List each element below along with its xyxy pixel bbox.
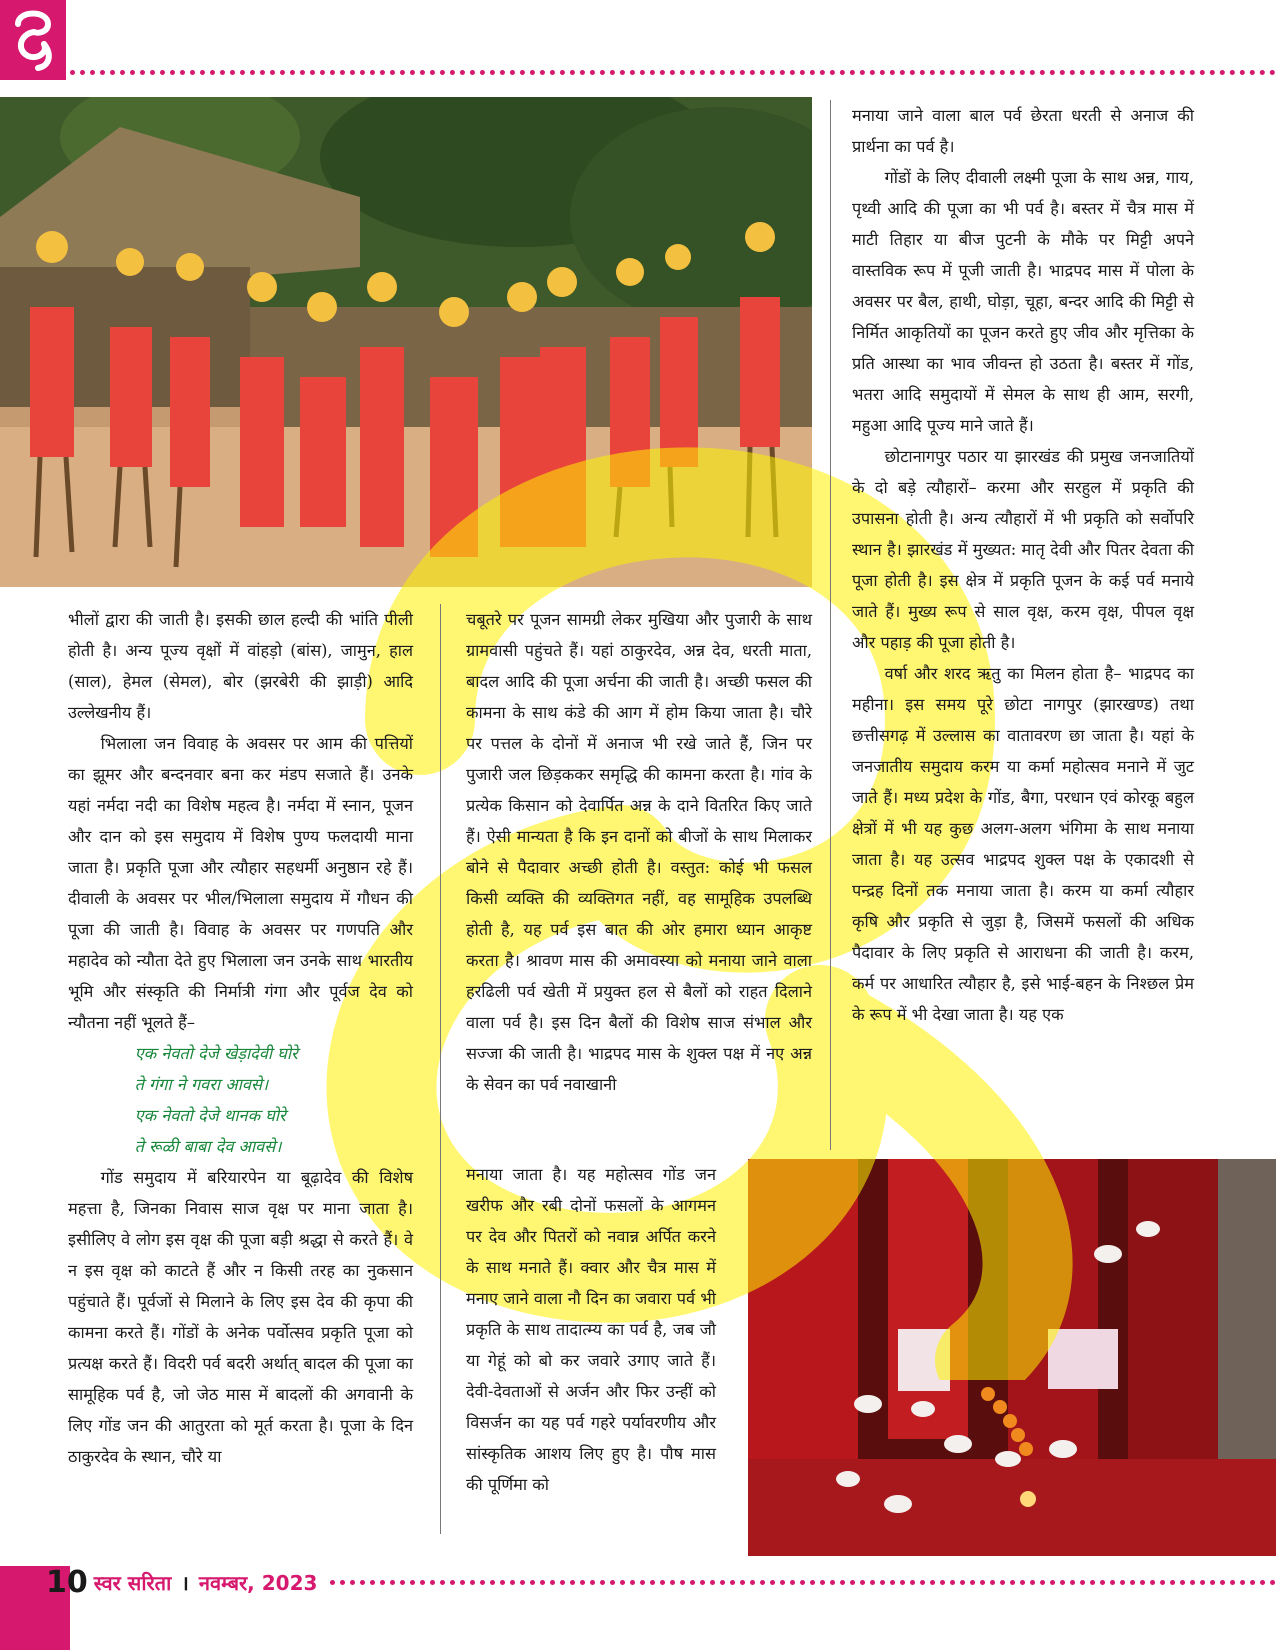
page-number: 10 [46, 1564, 88, 1600]
verse-line: ते रूळी बाबा देव आवसे। [134, 1137, 282, 1156]
column-rule-1 [440, 604, 441, 1534]
magazine-name: स्वर सरिता [93, 1570, 172, 1595]
issue-date: नवम्बर, 2023 [198, 1570, 318, 1595]
page-footer [46, 1562, 317, 1602]
verse-line: एक नेवतो देजे खेड़ादेवी घोरे [134, 1044, 298, 1063]
article-column-2 [466, 604, 812, 1159]
paragraph: छोटानागपुर पठार या झारखंड की प्रमुख जनजातियों के दो बड़े त्यौहारों– करमा और सरहुल में प्रकृति की उपासना होती है। अन्य त्यौहारों में भी प्रकृति को सर्वोपरि स्थान है। झारखंड में मुख्यत: मातृ देवी और पितर देवता की पूजा होती है। इस क्षेत्र में प्रकृति पूजन के कई पर्व मनाये जाते हैं। मुख्य रूप से साल वृक्ष, करम वृक्ष, पीपल वृक्ष और पहाड़ की पूजा होती है। [852, 447, 1194, 652]
article-column-3 [852, 100, 1194, 1140]
bottom-dotted-rule [330, 1580, 1276, 1585]
top-dotted-rule [70, 70, 1276, 75]
paragraph: चबूतरे पर पूजन सामग्री लेकर मुखिया और पुजारी के साथ ग्रामवासी पहुंचते हैं। यहां ठाकुरदेव, अन्न देव, धरती माता, बादल आदि की पूजा अर्चना की जाती है। अच्छी फसल की कामना के साथ कंडे की आग में होम किया जाता है। चौरे पर पत्तल के दोनों में अनाज भी रखे जाते हैं, जिन पर पुजारी जल छिड़ककर समृद्धि की कामना करता है। गांव के प्रत्येक किसान को देवार्पित अन्न के दाने वितरित किए जाते हैं। ऐसी मान्यता है कि इन दानों को बीजों के साथ मिलाकर बोने से पैदावार अच्छी होती है। वस्तुत: कोई भी फसल किसी व्यक्ति की व्यक्तिगत नहीं, वह सामूहिक उपलब्धि होती है, यह पर्व इस बात की ओर हमारा ध्यान आकृष्ट करता है। श्रावण मास की अमावस्या को मनाया जाने वाला हरढिली पर्व खेती में प्रयुक्त हल से बैलों को राहत दिलाने वाला पर्व है। इस दिन बैलों की विशेष साज संभाल और सज्जा की जाती है। भाद्रपद मास के शुक्ल पक्ष में नए अन्न के सेवन का पर्व नवाखानी [466, 610, 812, 1094]
verse-line: एक नेवतो देजे थानक घोरे [134, 1106, 286, 1125]
verse-line: ते गंगा ने गवरा आवसे। [134, 1075, 269, 1094]
paragraph: मनाया जाता है। यह महोत्सव गोंड जन खरीफ और रबी दोनों फसलों के आगमन पर देव और पितरों को नवान्न अर्पित करने के साथ मनाते हैं। क्वार और चैत्र मास में मनाए जाने वाला नौ दिन का जवारा पर्व भी प्रकृति के साथ तादात्म्य का पर्व है, जब जौ या गेहूं को बो कर जवारे उगाए जाते हैं। देवी-देवताओं से अर्जन और फिर उन्हीं को विसर्जन का यह पर्व गहरे पर्यावरणीय और सांस्कृतिक आशय लिए हुए है। पौष मास की पूर्णिमा को [466, 1165, 716, 1494]
paragraph: वर्षा और शरद ऋतु का मिलन होता है– भाद्रपद का महीना। इस समय पूरे छोटा नागपुर (झारखण्ड) तथा छत्तीसगढ़ में उल्लास का वातावरण छा जाता है। यहां के जनजातीय समुदाय करम या कर्मा महोत्सव मनाने में जुट जाते हैं। मध्य प्रदेश के गोंड, बैगा, परधान एवं कोरकू बहुल क्षेत्रों में भी यह कुछ अलग-अलग भंगिमा के साथ मनाया जाता है। यह उत्सव भाद्रपद शुक्ल पक्ष के एकादशी से पन्द्रह दिनों तक मनाया जाता है। करम या कर्मा त्यौहार कृषि और प्रकृति से जुड़ा है, जिसमें फसलों की अधिक पैदावार के लिए प्रकृति से आराधना की जाती है। करम, कर्म पर आधारित त्यौहार है, इसे भाई-बहन के निश्छल प्रेम के रूप में भी देखा जाता है। यह एक [852, 664, 1194, 1024]
footer-separator: । [181, 1570, 189, 1595]
paragraph: गोंड समुदाय में बरियारपेन या बूढ़ादेव की विशेष महत्ता है, जिनका निवास साज वृक्ष पर माना जाता है। इसीलिए वे लोग इस वृक्ष की पूजा बड़ी श्रद्धा से करते हैं। वे न इस वृक्ष को काटते हैं और न किसी तरह का नुकसान पहुंचाते हैं। पूर्वजों से मिलाने के लिए इस देव की कृपा की कामना करते हैं। गोंडों के अनेक पर्वोत्सव प्रकृति पूजा को प्रत्यक्ष करते हैं। विदरी पर्व बदरी अर्थात् बादल की पूजा का सामूहिक पर्व है, जो जेठ मास में बादलों की अगवानी के लिए गोंड जन की आतुरता को मूर्त करता है। पूजा के दिन ठाकुरदेव के स्थान, चौरे या [68, 1168, 413, 1466]
top-pink-block [0, 0, 66, 80]
article-column-1 [68, 604, 413, 1549]
paragraph: भीलों द्वारा की जाती है। इसकी छाल हल्दी की भांति पीली होती है। अन्य पूज्य वृक्षों में वांहड़ो (बांस), जामुन, हाल (साल), हेमल (सेमल), बोर (झरबेरी की झाड़ी) आदि उल्लेखनीय हैं। [68, 610, 413, 722]
photo-tribal-stilt-dance [0, 97, 812, 587]
photo-shrine-clay-figures [748, 1159, 1276, 1556]
magazine-logo-icon [4, 2, 62, 76]
column-rule-2 [830, 100, 831, 1150]
paragraph: मनाया जाने वाला बाल पर्व छेरता धरती से अनाज की प्रार्थना का पर्व है। [852, 106, 1194, 156]
article-column-2-narrow [466, 1159, 716, 1549]
paragraph: भिलाला जन विवाह के अवसर पर आम की पत्तियों का झूमर और बन्दनवार बना कर मंडप सजाते हैं। उनके यहां नर्मदा नदी का विशेष महत्व है। नर्मदा में स्नान, पूजन और दान को इस समुदाय में विशेष पुण्य फलदायी माना जाता है। प्रकृति पूजा और त्यौहार सहधर्मी अनुष्ठान रहे हैं। दीवाली के अवसर पर भील/भिलाला समुदाय में गौधन की पूजा की जाती है। विवाह के अवसर पर गणपति और महादेव को न्यौता देते हुए भिलाला जन उनके साथ भारतीय भूमि और संस्कृति की निर्मात्री गंगा और पूर्वज देव को न्यौतना नहीं भूलते हैं– [68, 734, 413, 1032]
paragraph: गोंडों के लिए दीवाली लक्ष्मी पूजा के साथ अन्न, गाय, पृथ्वी आदि की पूजा का भी पर्व है। बस्तर में चैत्र मास में माटी तिहार या बीज पुटनी के मौके पर मिट्टी अपने वास्तविक रूप में पूजी जाती है। भाद्रपद मास में पोला के अवसर पर बैल, हाथी, घोड़ा, चूहा, बन्दर आदि की मिट्टी से निर्मित आकृतियों का पूजन करते हुए जीव और मृत्तिका के प्रति आस्था का भाव जीवन्त हो उठता है। बस्तर में गोंड, भतरा आदि समुदायों में सेमल के साथ ही आम, सरगी, महुआ आदि पूज्य माने जाते हैं। [852, 168, 1194, 435]
